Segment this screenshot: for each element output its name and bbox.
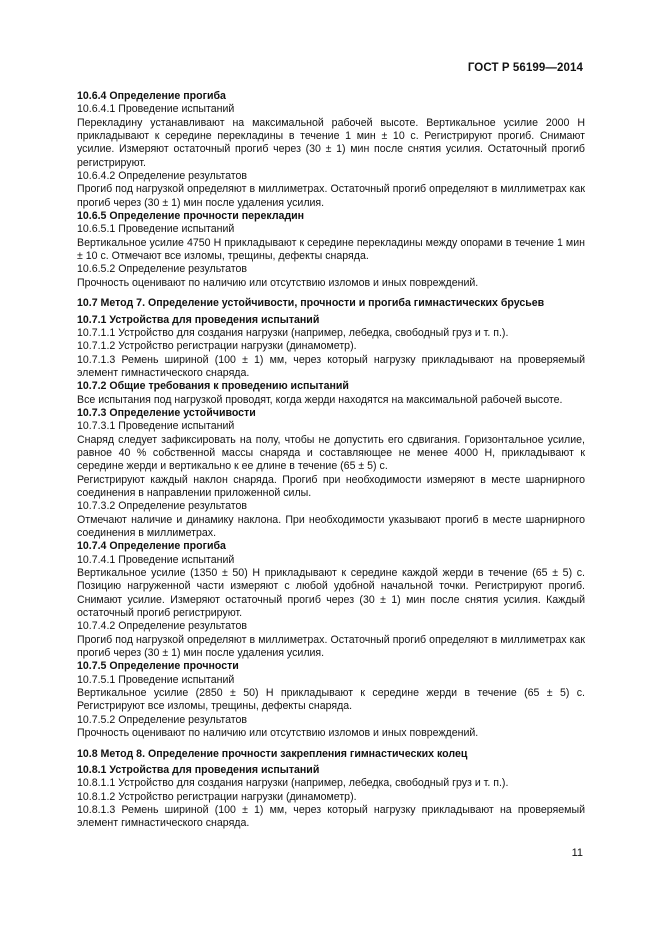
paragraph: Перекладину устанавливают на максимальной рабочей высоте. Вертикальное усилие 2000 Н прикладывают к середине перекладины в течение 1 мин ± 10 с. Регистрируют прогиб. Снимают усилие. Измеряют остаточный прогиб через (30 ± 1) мин после снятия усилия. Остаточный прогиб регистрируют.: [77, 116, 585, 169]
paragraph: Отмечают наличие и динамику наклона. При необходимости указывают прогиб в месте шарнирного соединения в миллиметрах.: [77, 513, 585, 539]
paragraph: 10.7.1.1 Устройство для создания нагрузки (например, лебедка, свободный груз и т. п.).: [77, 326, 509, 339]
paragraph: 10.7.1.3 Ремень шириной (100 ± 1) мм, через который нагрузку прикладывают на проверяемый элемент гимнастического снаряда.: [77, 353, 585, 379]
section-heading: 10.8 Метод 8. Определение прочности закрепления гимнастических колец: [77, 747, 468, 760]
paragraph: Прогиб под нагрузкой определяют в миллиметрах. Остаточный прогиб определяют в миллиметрах как прогиб через (30 ± 1) мин после удаления усилия.: [77, 633, 585, 660]
page-number: 11: [571, 847, 583, 859]
paragraph: 10.6.5.1 Проведение испытаний: [77, 223, 235, 236]
paragraph: Все испытания под нагрузкой проводят, когда жерди находятся на максимальной рабочей высоте.: [77, 393, 563, 406]
paragraph: 10.6.4.1 Проведение испытаний: [77, 103, 235, 116]
paragraph: 10.8.1.1 Устройство для создания нагрузки (например, лебедка, свободный груз и т. п.).: [77, 777, 509, 790]
paragraph: Прочность оценивают по наличию или отсутствию изломов и иных повреждений.: [77, 276, 479, 289]
subsection-heading: 10.8.1 Устройства для проведения испытаний: [77, 763, 320, 776]
subsection-heading: 10.7.2 Общие требования к проведению испытаний: [77, 380, 349, 393]
paragraph: 10.6.4.2 Определение результатов: [77, 170, 248, 183]
document-header: ГОСТ Р 56199—2014: [467, 62, 583, 74]
subsection-heading: 10.7.3 Определение устойчивости: [77, 406, 256, 419]
paragraph: 10.7.3.1 Проведение испытаний: [77, 420, 235, 433]
paragraph: 10.7.4.2 Определение результатов: [77, 620, 248, 633]
paragraph: 10.6.5.2 Определение результатов: [77, 263, 248, 276]
subsection-heading: 10.7.5 Определение прочности: [77, 660, 239, 673]
subsection-heading: 10.6.4 Определение прогиба: [77, 90, 226, 102]
paragraph: Прочность оценивают по наличию или отсутствию изломов и иных повреждений.: [77, 727, 479, 740]
paragraph: Снаряд следует зафиксировать на полу, чтобы не допустить его сдвигания. Горизонтальное усилие, равное 40 % собственной массы снаряда и составляющее не менее 4000 Н, прикладывают к середине жерди и вертикально к ее длине в течение (65 ± 5) с.: [77, 433, 585, 473]
section-heading: 10.7 Метод 7. Определение устойчивости, прочности и прогиба гимнастических брусьев: [77, 297, 545, 310]
paragraph: Вертикальное усилие 4750 Н прикладывают к середине перекладины между опорами в течение 1 мин ± 10 с. Отмечают все изломы, трещины, дефекты снаряда.: [77, 236, 585, 263]
paragraph: Прогиб под нагрузкой определяют в миллиметрах. Остаточный прогиб определяют в миллиметрах как прогиб через (30 ± 1) мин после удаления усилия.: [77, 183, 585, 209]
paragraph: Вертикальное усилие (1350 ± 50) Н прикладывают к середине каждой жерди в течение (65 ± 5) с. Позицию нагруженной части измеряют с любой удобной начальной точки. Регистрируют прогиб. Снимают усилие. Измеряют остаточный прогиб через (30 ± 1) мин после снятия усилия. Каждый остаточный прогиб регистрируют.: [77, 567, 585, 620]
paragraph: 10.7.5.2 Определение результатов: [77, 713, 248, 726]
paragraph: 10.7.1.2 Устройство регистрации нагрузки (динамометр).: [77, 340, 357, 353]
paragraph: 10.7.3.2 Определение результатов: [77, 500, 248, 513]
subsection-heading: 10.6.5 Определение прочности перекладин: [77, 210, 305, 223]
paragraph: Регистрируют каждый наклон снаряда. Прогиб при необходимости измеряют в месте шарнирного соединения в направлении приложенной силы.: [77, 473, 585, 499]
document-body: [77, 90, 585, 831]
paragraph: 10.7.5.1 Проведение испытаний: [77, 673, 235, 686]
subsection-heading: 10.7.4 Определение прогиба: [77, 540, 226, 553]
paragraph: 10.7.4.1 Проведение испытаний: [77, 553, 235, 566]
paragraph: Вертикальное усилие (2850 ± 50) Н прикладывают к середине жерди в течение (65 ± 5) с. Регистрируют все изломы, трещины, дефекты снаряда.: [77, 687, 585, 713]
paragraph: 10.8.1.3 Ремень шириной (100 ± 1) мм, через который нагрузку прикладывают на проверяемый элемент гимнастического снаряда.: [77, 803, 585, 830]
paragraph: 10.8.1.2 Устройство регистрации нагрузки (динамометр).: [77, 790, 357, 803]
subsection-heading: 10.7.1 Устройства для проведения испытаний: [77, 313, 320, 326]
